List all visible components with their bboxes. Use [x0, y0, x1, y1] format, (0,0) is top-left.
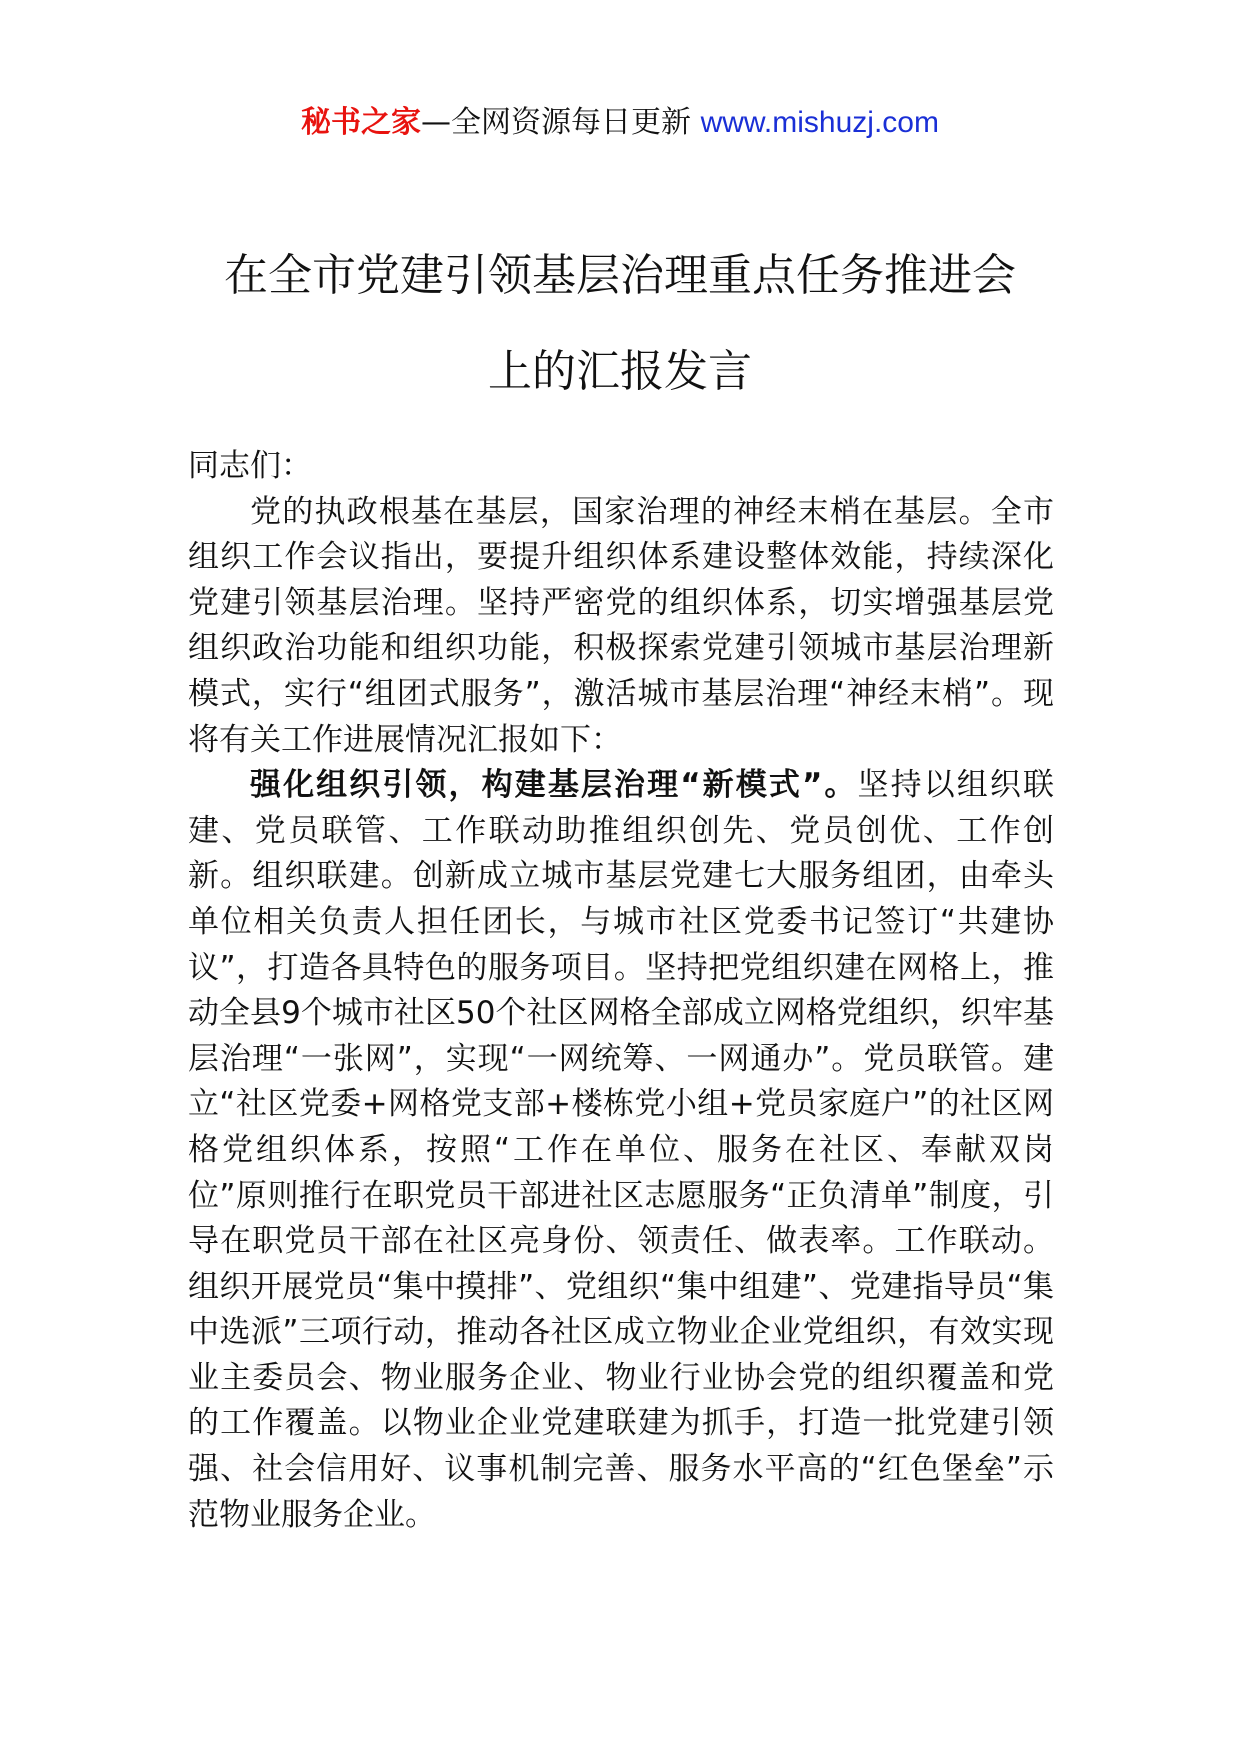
paragraph-organization: [188, 763, 1054, 1538]
title-line-1: 在全市党建引领基层治理重点任务推进会: [224, 250, 1016, 301]
paragraph-lead-heading: 强化组织引领，构建基层治理“新模式”。: [250, 767, 858, 804]
site-url-link[interactable]: www.mishuzj.com: [700, 106, 939, 139]
header-tagline: —全网资源每日更新: [421, 105, 701, 140]
brand-name: 秘书之家: [301, 105, 422, 140]
document-title: [150, 228, 1090, 420]
document-body: [188, 444, 1054, 1538]
paragraph-organization-text: 坚持以组织联建、党员联管、工作联动助推组织创先、党员创优、工作创新。组织联建。创新成立城市基层党建七大服务组团，由牵头单位相关负责人担任团长，与城市社区党委书记签订“共建协议”，打造各具特色的服务项目。坚持把党组织建在网格上，推动全县9个城市社区50个社区网格全部成立网格党组织，织牢基层治理“一张网”，实现“一网统筹、一网通办”。党员联管。建立“社区党委+网格党支部+楼栋党小组+党员家庭户”的社区网格党组织体系，按照“工作在单位、服务在社区、奉献双岗位”原则推行在职党员干部进社区志愿服务“正负清单”制度，引导在职党员干部在社区亮身份、领责任、做表率。工作联动。组织开展党员“集中摸排”、党组织“集中组建”、党建指导员“集中选派”三项行动，推动各社区成立物业企业党组织，有效实现业主委员会、物业服务企业、物业行业协会党的组织覆盖和党的工作覆盖。以物业企业党建联建为抓手，打造一批党建引领强、社会信用好、议事机制完善、服务水平高的“红色堡垒”示范物业服务企业。: [188, 767, 1054, 1533]
paragraph-intro: 党的执政根基在基层，国家治理的神经末梢在基层。全市组织工作会议指出，要提升组织体系建设整体效能，持续深化党建引领基层治理。坚持严密党的组织体系，切实增强基层党组织政治功能和组织功能，积极探索党建引领城市基层治理新模式，实行“组团式服务”，激活城市基层治理“神经末梢”。现将有关工作进展情况汇报如下：: [188, 493, 1054, 758]
title-line-2: 上的汇报发言: [488, 346, 752, 397]
salutation: 同志们：: [188, 448, 312, 484]
site-header: [0, 100, 1240, 146]
